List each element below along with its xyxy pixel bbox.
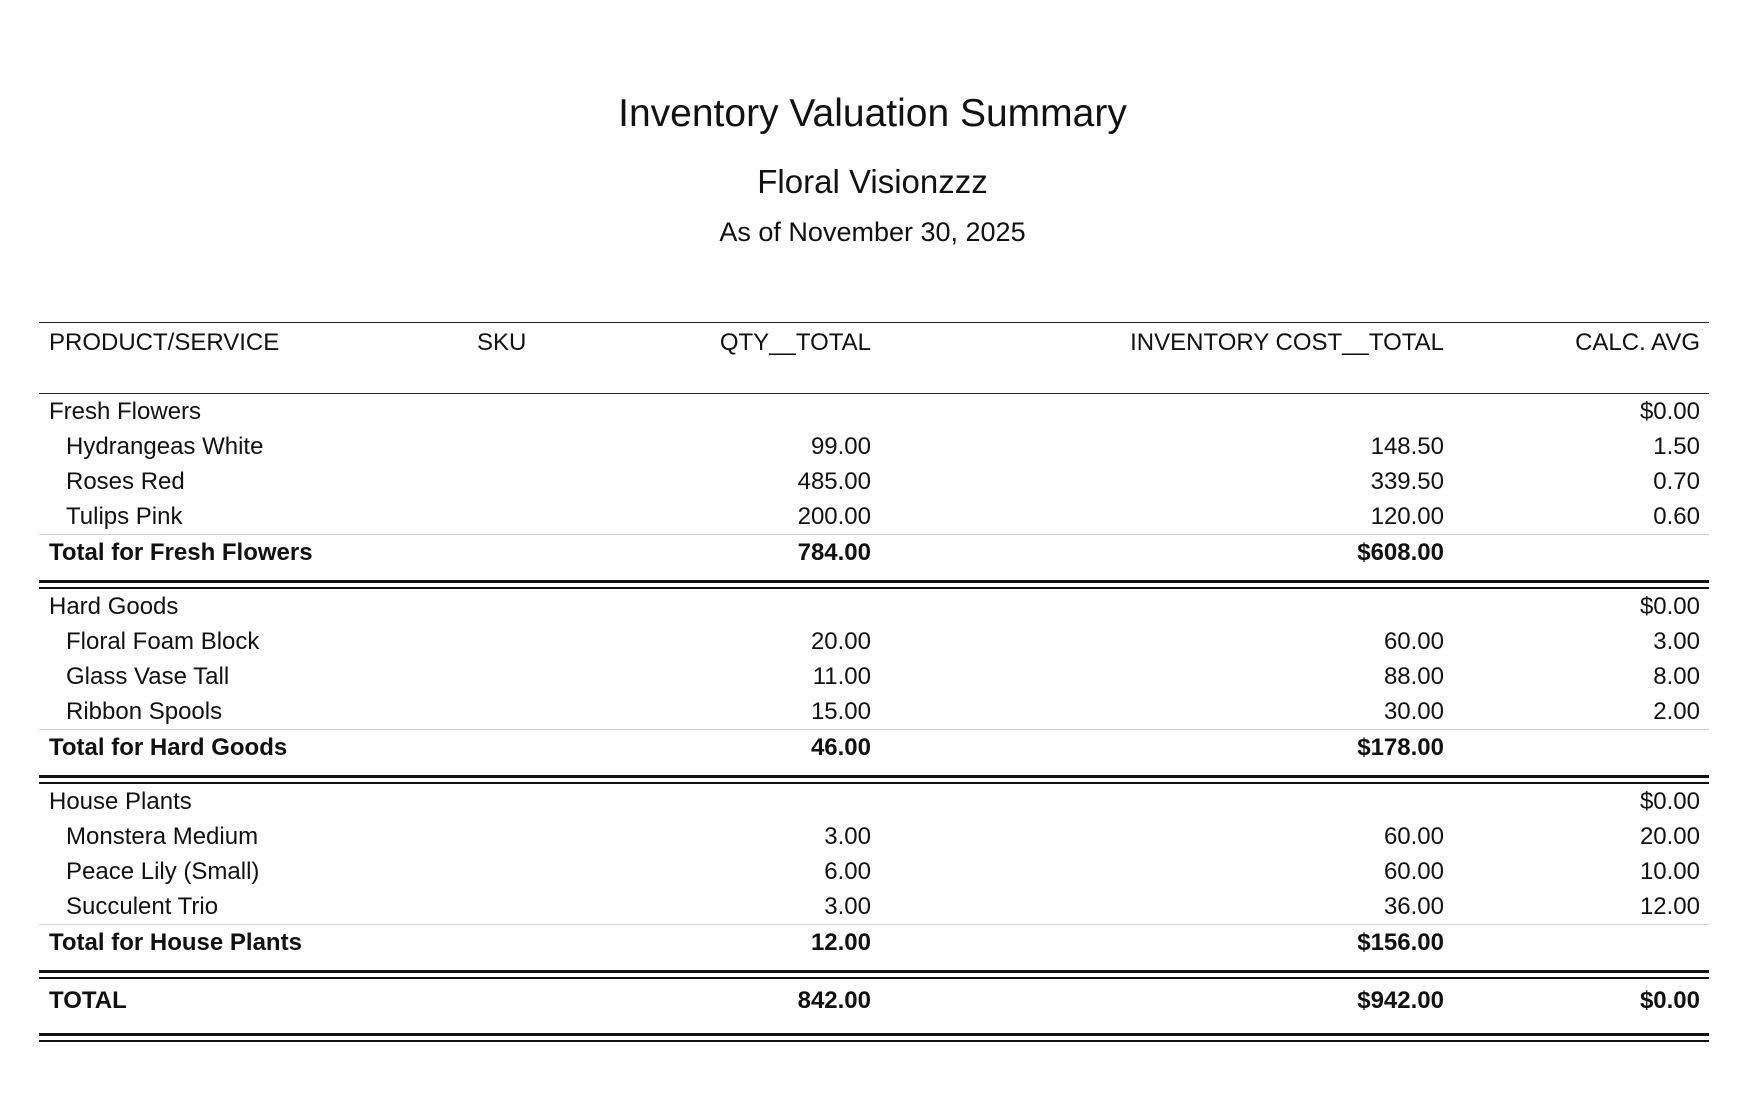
group-header-row: [39, 784, 1709, 819]
grand-total-row: [39, 979, 1709, 1023]
group-double-rule: [39, 775, 1709, 784]
group-total-row: [39, 534, 1709, 570]
group-total-label: Total for House Plants: [49, 929, 302, 956]
group-avg: $0.00: [1639, 788, 1700, 815]
group-total-cost: $178.00: [1357, 734, 1444, 761]
inventory-cost: 120.00: [1370, 503, 1444, 530]
table-row: [39, 499, 1709, 534]
report-title: Inventory Valuation Summary: [618, 92, 1127, 135]
inventory-cost: 60.00: [1383, 628, 1444, 655]
qty-total: 11.00: [812, 663, 871, 690]
product-name: Glass Vase Tall: [66, 663, 230, 690]
calc-avg: 0.70: [1653, 468, 1700, 495]
qty-total: 20.00: [810, 628, 871, 655]
inventory-cost: 30.00: [1383, 698, 1444, 725]
column-header-sku: SKU: [477, 329, 527, 356]
product-name: Floral Foam Block: [66, 628, 260, 655]
group-total-cost: $156.00: [1357, 929, 1444, 956]
calc-avg: 8.00: [1653, 663, 1700, 690]
calc-avg: 3.00: [1653, 628, 1700, 655]
qty-total: 99.00: [810, 433, 871, 460]
qty-total: 3.00: [824, 893, 871, 920]
group-total-row: [39, 729, 1709, 765]
calc-avg: 10.00: [1639, 858, 1700, 885]
group-header-row: [39, 589, 1709, 624]
company-name: Floral Visionzzz: [757, 163, 988, 200]
table-row: [39, 819, 1709, 854]
qty-total: 3.00: [824, 823, 871, 850]
group-total-qty: 784.00: [797, 539, 871, 566]
product-name: Hydrangeas White: [66, 433, 264, 460]
table-row: [39, 429, 1709, 464]
table-row: [39, 854, 1709, 889]
column-headers: [39, 323, 1709, 394]
table-row: [39, 694, 1709, 729]
grand-total-avg: $0.00: [1639, 987, 1700, 1014]
inventory-table: [39, 322, 1709, 1042]
group-total-cost: $608.00: [1357, 539, 1444, 566]
calc-avg: 20.00: [1639, 823, 1700, 850]
inventory-cost: 339.50: [1370, 468, 1444, 495]
inventory-cost: 88.00: [1383, 663, 1444, 690]
group-total-label: Total for Hard Goods: [49, 734, 288, 761]
table-row: [39, 464, 1709, 499]
grand-total-qty: 842.00: [797, 987, 871, 1014]
group-total-qty: 12.00: [810, 929, 871, 956]
calc-avg: 1.50: [1653, 433, 1700, 460]
group-double-rule: [39, 580, 1709, 589]
inventory-cost: 36.00: [1383, 893, 1444, 920]
report-date: As of November 30, 2025: [719, 217, 1026, 247]
group-name: House Plants: [49, 788, 192, 815]
group-double-rule: [39, 970, 1709, 979]
qty-total: 200.00: [797, 503, 871, 530]
column-header-product: PRODUCT/SERVICE: [49, 329, 280, 356]
qty-total: 485.00: [797, 468, 871, 495]
group-name: Hard Goods: [49, 593, 179, 620]
final-double-rule: [39, 1033, 1709, 1042]
calc-avg: 0.60: [1653, 503, 1700, 530]
product-name: Monstera Medium: [66, 823, 259, 850]
product-name: Succulent Trio: [66, 893, 219, 920]
table-row: [39, 624, 1709, 659]
grand-total-label: TOTAL: [49, 987, 127, 1014]
product-name: Ribbon Spools: [66, 698, 223, 725]
qty-total: 15.00: [810, 698, 871, 725]
qty-total: 6.00: [824, 858, 871, 885]
grand-total-cost: $942.00: [1357, 987, 1444, 1014]
group-total-row: [39, 924, 1709, 960]
group-name: Fresh Flowers: [49, 398, 202, 425]
product-name: Roses Red: [66, 468, 185, 495]
inventory-cost: 60.00: [1383, 823, 1444, 850]
column-header-cost: INVENTORY COST__TOTAL: [1130, 329, 1444, 356]
group-avg: $0.00: [1639, 593, 1700, 620]
column-header-qty: QTY__TOTAL: [719, 329, 871, 356]
group-total-qty: 46.00: [810, 734, 871, 761]
product-name: Tulips Pink: [66, 503, 183, 530]
inventory-cost: 60.00: [1383, 858, 1444, 885]
calc-avg: 12.00: [1639, 893, 1700, 920]
group-avg: $0.00: [1639, 398, 1700, 425]
product-name: Peace Lily (Small): [66, 858, 260, 885]
group-header-row: [39, 394, 1709, 429]
table-row: [39, 659, 1709, 694]
calc-avg: 2.00: [1653, 698, 1700, 725]
inventory-cost: 148.50: [1370, 433, 1444, 460]
column-header-avg: CALC. AVG: [1575, 329, 1700, 356]
group-total-label: Total for Fresh Flowers: [49, 539, 313, 566]
table-row: [39, 889, 1709, 924]
